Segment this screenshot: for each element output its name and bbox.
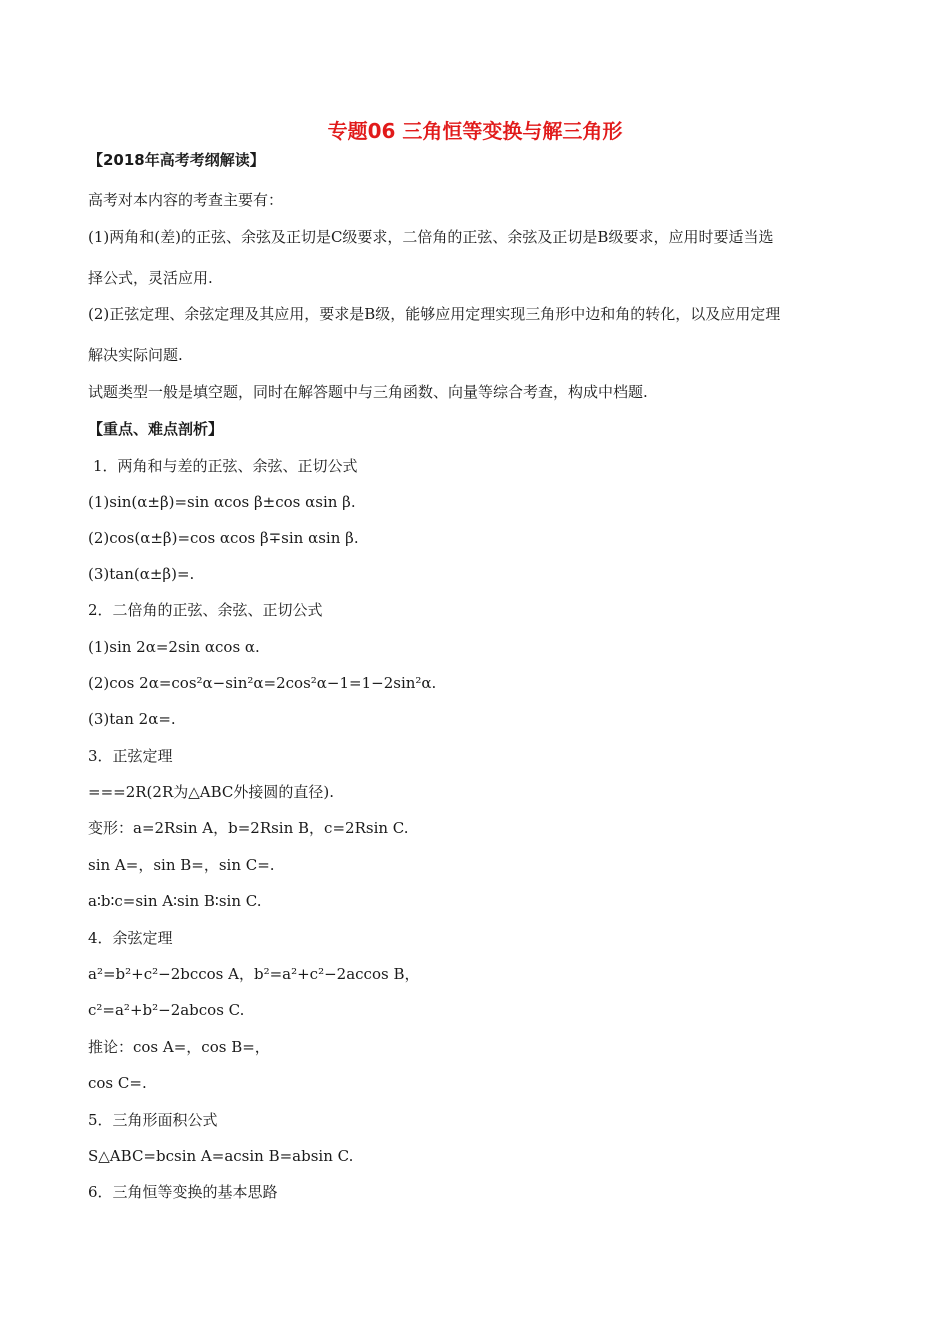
- formula-line: 推论：cos A=，cos B=，: [88, 1038, 270, 1056]
- formula-line: (3)tan 2α=.: [88, 710, 176, 728]
- formula-line: c²=a²+b²−2abcos C.: [88, 1001, 245, 1019]
- formula-line: (2)cos 2α=cos²α−sin²α=2cos²α−1=1−2sin²α.: [88, 674, 437, 692]
- section-heading-exam-outline: 【2018年高考考纲解读】: [88, 151, 265, 169]
- formula-line: a²=b²+c²−2bccos A，b²=a²+c²−2accos B，: [88, 965, 420, 983]
- text-line: (1)两角和(差)的正弦、余弦及正切是C级要求，二倍角的正弦、余弦及正切是B级要求，应用时要适当选: [88, 228, 774, 246]
- text-line: 试题类型一般是填空题，同时在解答题中与三角函数、向量等综合考查，构成中档题.: [88, 383, 648, 401]
- formula-line: a∶b∶c=sin A∶sin B∶sin C.: [88, 892, 262, 910]
- text-line: 解决实际问题.: [88, 346, 183, 364]
- formula-line: (3)tan(α±β)=.: [88, 565, 195, 583]
- formula-line: (1)sin(α±β)=sin αcos β±cos αsin β.: [88, 493, 356, 511]
- formula-line: 变形：a=2Rsin A，b=2Rsin B，c=2Rsin C.: [88, 819, 409, 837]
- text-line: 高考对本内容的考查主要有：: [88, 191, 284, 209]
- text-line: (2)正弦定理、余弦定理及其应用，要求是B级，能够应用定理实现三角形中边和角的转化，以及应用定理: [88, 305, 781, 323]
- formula-line: cos C=.: [88, 1074, 147, 1092]
- formula-line: (1)sin 2α=2sin αcos α.: [88, 638, 260, 656]
- formula-heading: 2．二倍角的正弦、余弦、正切公式: [88, 601, 323, 619]
- formula-line: S△ABC=bcsin A=acsin B=absin C.: [88, 1147, 354, 1165]
- formula-heading: 3．正弦定理: [88, 747, 173, 765]
- page-title: 专题06 三角恒等变换与解三角形: [327, 119, 623, 143]
- text-line: 择公式，灵活应用.: [88, 269, 213, 287]
- formula-heading: 6．三角恒等变换的基本思路: [88, 1183, 278, 1201]
- formula-heading: 4．余弦定理: [88, 929, 173, 947]
- formula-line: ===2R(2R为△ABC外接圆的直径).: [88, 783, 334, 801]
- formula-heading: 1．两角和与差的正弦、余弦、正切公式: [93, 457, 358, 475]
- formula-heading: 5．三角形面积公式: [88, 1111, 218, 1129]
- formula-line: sin A=，sin B=，sin C=.: [88, 856, 275, 874]
- formula-line: (2)cos(α±β)=cos αcos β∓sin αsin β.: [88, 529, 359, 547]
- section-heading-key-points: 【重点、难点剖析】: [88, 420, 224, 438]
